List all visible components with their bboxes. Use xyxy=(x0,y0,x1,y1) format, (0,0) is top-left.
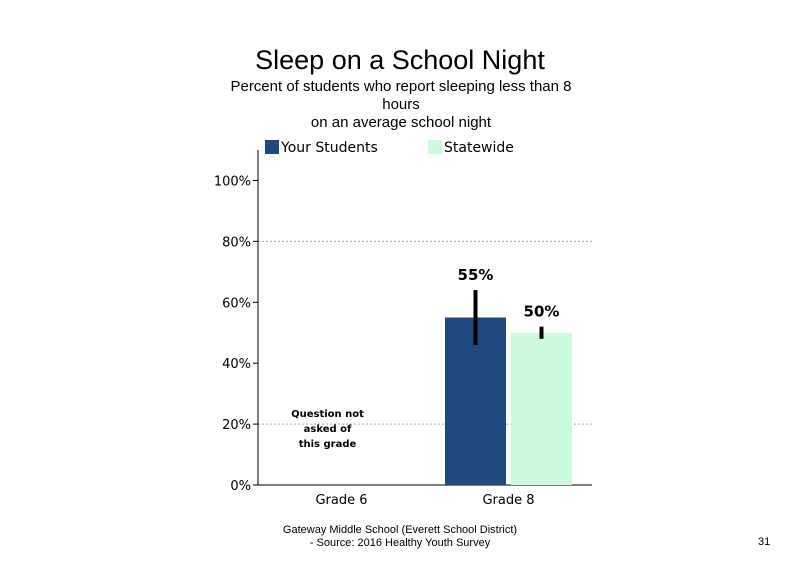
data-label-statewide: 50% xyxy=(523,302,560,321)
subtitle-line-3: on an average school night xyxy=(310,114,492,131)
subtitle-line-2: hours xyxy=(382,96,420,113)
annotation-line-2: asked of xyxy=(303,424,352,435)
y-tick-label-20: 20% xyxy=(222,418,251,434)
x-tick-label-grade-8: Grade 8 xyxy=(482,493,535,508)
data-label-your-students: 55% xyxy=(457,266,494,285)
y-tick-label-40: 40% xyxy=(222,357,251,373)
footer xyxy=(200,524,600,550)
y-tick-label-60: 60% xyxy=(222,296,251,312)
subtitle-line-1: Percent of students who report sleeping less than 8 xyxy=(230,78,572,95)
annotation-line-3: this grade xyxy=(298,439,357,450)
page-number: 31 xyxy=(758,536,771,548)
x-tick-label-grade-6: Grade 6 xyxy=(315,493,368,508)
y-tick-label-100: 100% xyxy=(213,174,251,190)
footer-school: Gateway Middle School (Everett School District) xyxy=(282,524,518,536)
bar-statewide-grade-8 xyxy=(511,333,572,485)
legend-label-statewide: Statewide xyxy=(444,140,514,156)
y-tick-label-0: 0% xyxy=(230,479,251,494)
annotation-line-1: Question not xyxy=(291,409,364,420)
legend-label-your-students: Your Students xyxy=(281,140,378,156)
y-tick-label-80: 80% xyxy=(222,235,251,251)
chart-title: Sleep on a School Night xyxy=(255,45,545,75)
footer-source: - Source: 2016 Healthy Youth Survey xyxy=(309,537,491,549)
